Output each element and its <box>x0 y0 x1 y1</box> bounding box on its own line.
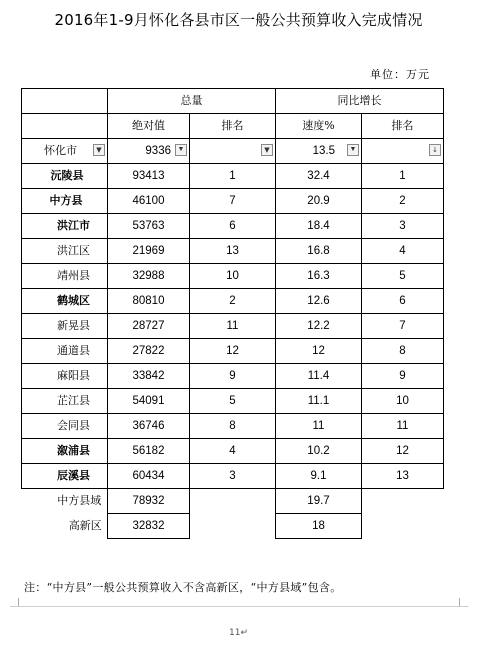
rank-value: 9 <box>190 364 276 389</box>
table-row <box>22 364 444 389</box>
speed-value: 20.9 <box>276 189 362 214</box>
total-group-header: 总量 <box>108 89 276 114</box>
county-name: 辰溪县 <box>22 464 108 489</box>
rank2-value: 9 <box>362 364 444 389</box>
county-name: 靖州县 <box>22 264 108 289</box>
header-blank-cell-2 <box>22 114 108 139</box>
county-name: 沅陵县 <box>22 164 108 189</box>
absolute-value: 28727 <box>108 314 190 339</box>
absolute-column-header: 绝对值 <box>108 114 190 139</box>
county-name: 中方县 <box>22 189 108 214</box>
table-row <box>22 264 444 289</box>
rank-value: 13 <box>190 239 276 264</box>
rank-value: 2 <box>190 289 276 314</box>
rank2-value: 5 <box>362 264 444 289</box>
absolute-value: 54091 <box>108 389 190 414</box>
table-row <box>22 389 444 414</box>
header-row-columns <box>22 114 444 139</box>
speed-value: 9.1 <box>276 464 362 489</box>
rank-value: 7 <box>190 189 276 214</box>
absolute-value: 46100 <box>108 189 190 214</box>
rank2-value: 11 <box>362 414 444 439</box>
empty-cell <box>362 489 444 514</box>
empty-cell <box>190 489 276 514</box>
absolute-value: 33842 <box>108 364 190 389</box>
speed-value: 12 <box>276 339 362 364</box>
rank2-value: 13 <box>362 464 444 489</box>
table-row <box>22 314 444 339</box>
rank2-value: 3 <box>362 214 444 239</box>
page-divider <box>10 606 467 607</box>
rank-value: 3 <box>190 464 276 489</box>
rank2-value: 12 <box>362 439 444 464</box>
page-title: 2016年1-9月怀化各县市区一般公共预算收入完成情况 <box>54 11 423 29</box>
speed-value: 18.4 <box>276 214 362 239</box>
county-name: 鹤城区 <box>22 289 108 314</box>
filter-rank2-cell[interactable] <box>362 139 444 164</box>
empty-cell <box>362 514 444 539</box>
speed-value: 11.1 <box>276 389 362 414</box>
rank2-value: 4 <box>362 239 444 264</box>
absolute-value: 80810 <box>108 289 190 314</box>
speed-value: 32.4 <box>276 164 362 189</box>
table-row <box>22 439 444 464</box>
table-row <box>22 164 444 189</box>
extra-speed-value: 18 <box>276 514 362 539</box>
county-name: 溆浦县 <box>22 439 108 464</box>
extra-row <box>22 489 444 514</box>
table-row <box>22 289 444 314</box>
extra-speed-value: 19.7 <box>276 489 362 514</box>
absolute-value: 27822 <box>108 339 190 364</box>
filter-name-value: 怀化市 <box>44 144 77 157</box>
extra-name: 高新区 <box>68 519 102 532</box>
rank-value: 4 <box>190 439 276 464</box>
header-blank-cell <box>22 89 108 114</box>
speed-value: 16.8 <box>276 239 362 264</box>
chevron-down-icon[interactable]: ▼ <box>175 144 187 156</box>
speed-column-header: 速度% <box>276 114 362 139</box>
absolute-value: 32988 <box>108 264 190 289</box>
filter-speed-value: 13.5 <box>312 145 335 157</box>
extra-name: 中方县域 <box>57 494 102 508</box>
speed-value: 12.2 <box>276 314 362 339</box>
absolute-value: 93413 <box>108 164 190 189</box>
absolute-value: 21969 <box>108 239 190 264</box>
extra-absolute-value: 78932 <box>108 489 190 514</box>
rank2-value: 1 <box>362 164 444 189</box>
county-name: 通道县 <box>22 339 108 364</box>
filter-speed-cell[interactable] <box>276 139 362 164</box>
county-name: 芷江县 <box>22 389 108 414</box>
table-row <box>22 414 444 439</box>
rank-value: 6 <box>190 214 276 239</box>
sort-icon[interactable]: ↓ <box>429 144 441 156</box>
county-name: 洪江区 <box>22 239 108 264</box>
absolute-value: 60434 <box>108 464 190 489</box>
unit-label: 单位：万元 <box>370 68 430 81</box>
rank-value: 1 <box>190 164 276 189</box>
chevron-down-icon[interactable]: ▼ <box>93 144 105 156</box>
rank-value: 12 <box>190 339 276 364</box>
county-name: 洪江市 <box>22 214 108 239</box>
speed-value: 16.3 <box>276 264 362 289</box>
table-row <box>22 464 444 489</box>
speed-value: 11.4 <box>276 364 362 389</box>
rank2-value: 7 <box>362 314 444 339</box>
rank-column-header: 排名 <box>190 114 276 139</box>
rank2-value: 8 <box>362 339 444 364</box>
speed-value: 10.2 <box>276 439 362 464</box>
footnote: 注：“中方县”一般公共预算收入不含高新区，“中方县域”包含。 <box>24 581 342 594</box>
rank-value: 11 <box>190 314 276 339</box>
county-name: 麻阳县 <box>22 364 108 389</box>
rank-value: 10 <box>190 264 276 289</box>
rank2-column-header: 排名 <box>362 114 444 139</box>
filter-absolute-cell[interactable] <box>108 139 190 164</box>
rank-value: 5 <box>190 389 276 414</box>
rank2-value: 2 <box>362 189 444 214</box>
extra-row <box>22 514 444 539</box>
filter-name-cell[interactable] <box>22 139 108 164</box>
speed-value: 12.6 <box>276 289 362 314</box>
absolute-value: 53763 <box>108 214 190 239</box>
absolute-value: 56182 <box>108 439 190 464</box>
rank-value: 8 <box>190 414 276 439</box>
chevron-down-icon[interactable]: ▼ <box>261 144 273 156</box>
county-name: 新晃县 <box>22 314 108 339</box>
extra-absolute-value: 32832 <box>108 514 190 539</box>
filter-absolute-value: 9336 <box>145 145 171 157</box>
rank2-value: 6 <box>362 289 444 314</box>
table-row <box>22 214 444 239</box>
filter-row <box>22 139 444 164</box>
table-row <box>22 189 444 214</box>
growth-group-header: 同比增长 <box>276 89 444 114</box>
table-row <box>22 239 444 264</box>
rank2-value: 10 <box>362 389 444 414</box>
speed-value: 11 <box>276 414 362 439</box>
chevron-down-icon[interactable]: ▼ <box>347 144 359 156</box>
county-name: 会同县 <box>22 414 108 439</box>
absolute-value: 36746 <box>108 414 190 439</box>
revenue-table <box>21 88 444 539</box>
filter-rank-cell[interactable] <box>190 139 276 164</box>
table-row <box>22 339 444 364</box>
header-row-group <box>22 89 444 114</box>
page-number: 11↵ <box>229 628 248 638</box>
empty-cell <box>190 514 276 539</box>
